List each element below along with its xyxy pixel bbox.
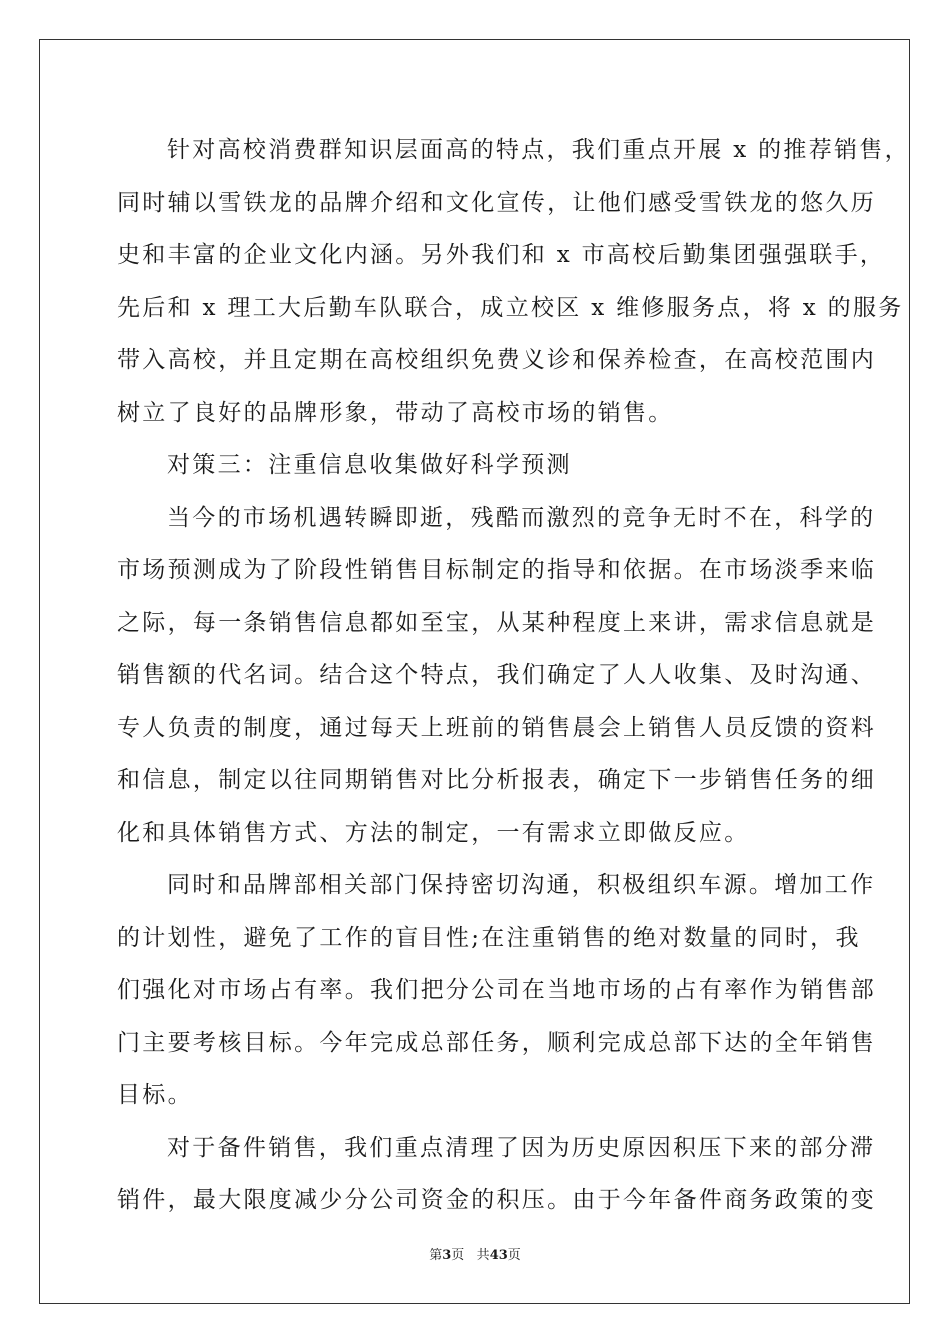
paragraph-campus-sales bbox=[117, 124, 910, 439]
text-line: 门主要考核目标。今年完成总部任务，顺利完成总部下达的全年销售 bbox=[117, 1029, 876, 1056]
text-line: 针对高校消费群知识层面高的特点，我们重点开展 x 的推荐销售， bbox=[167, 137, 910, 163]
page-footer bbox=[0, 1247, 950, 1265]
paragraph-brand-coordination bbox=[117, 859, 876, 1122]
text-line: 之际，每一条销售信息都如至宝，从某种程度上来讲，需求信息就是 bbox=[117, 609, 876, 636]
total-page-count: 43 bbox=[489, 1248, 508, 1263]
current-page-number: 3 bbox=[442, 1248, 452, 1263]
text-line: 化和具体销售方式、方法的制定，一有需求立即做反应。 bbox=[117, 819, 750, 846]
text-line: 带入高校，并且定期在高校组织免费义诊和保养检查，在高校范围内 bbox=[117, 347, 876, 373]
text-line: 目标。 bbox=[117, 1082, 193, 1108]
text-line: 对于备件销售，我们重点清理了因为历史原因积压下来的部分滞 bbox=[167, 1134, 876, 1161]
text-line: 的计划性，避免了工作的盲目性;在注重销售的绝对数量的同时，我 bbox=[117, 924, 861, 951]
text-line: 市场预测成为了阶段性销售目标制定的指导和依据。在市场淡季来临 bbox=[117, 557, 876, 583]
text-line: 同时辅以雪铁龙的品牌介绍和文化宣传，让他们感受雪铁龙的悠久历 bbox=[117, 189, 876, 216]
footer-total-suffix: 页 bbox=[507, 1248, 521, 1263]
text-line: 和信息，制定以往同期销售对比分析报表，确定下一步销售任务的细 bbox=[117, 767, 876, 793]
footer-total-prefix: 共 bbox=[476, 1248, 490, 1263]
text-line: 树立了良好的品牌形象，带动了高校市场的销售。 bbox=[117, 399, 674, 426]
footer-page-suffix: 页 bbox=[451, 1248, 465, 1263]
text-line: 销售额的代名词。结合这个特点，我们确定了人人收集、及时沟通、 bbox=[117, 662, 876, 688]
text-line: 先后和 x 理工大后勤车队联合，成立校区 x 维修服务点，将 x 的服务 bbox=[117, 294, 904, 321]
paragraph-parts-sales bbox=[117, 1122, 876, 1227]
text-line: 们强化对市场占有率。我们把分公司在当地市场的占有率作为销售部 bbox=[117, 977, 876, 1003]
paragraph-market-forecast bbox=[117, 492, 876, 860]
text-line: 销件，最大限度减少分公司资金的积压。由于今年备件商务政策的变 bbox=[117, 1187, 876, 1213]
text-line: 当今的市场机遇转瞬即逝，残酷而激烈的竞争无时不在，科学的 bbox=[167, 504, 876, 531]
footer-prefix: 第 bbox=[429, 1248, 443, 1263]
document-body bbox=[117, 124, 910, 1227]
text-line: 同时和品牌部相关部门保持密切沟通，积极组织车源。增加工作 bbox=[167, 872, 876, 898]
text-line: 史和丰富的企业文化内涵。另外我们和 x 市高校后勤集团强强联手， bbox=[117, 242, 886, 268]
text-line: 专人负责的制度，通过每天上班前的销售晨会上销售人员反馈的资料 bbox=[117, 714, 876, 741]
section-heading: 对策三：注重信息收集做好科学预测 bbox=[167, 452, 572, 478]
